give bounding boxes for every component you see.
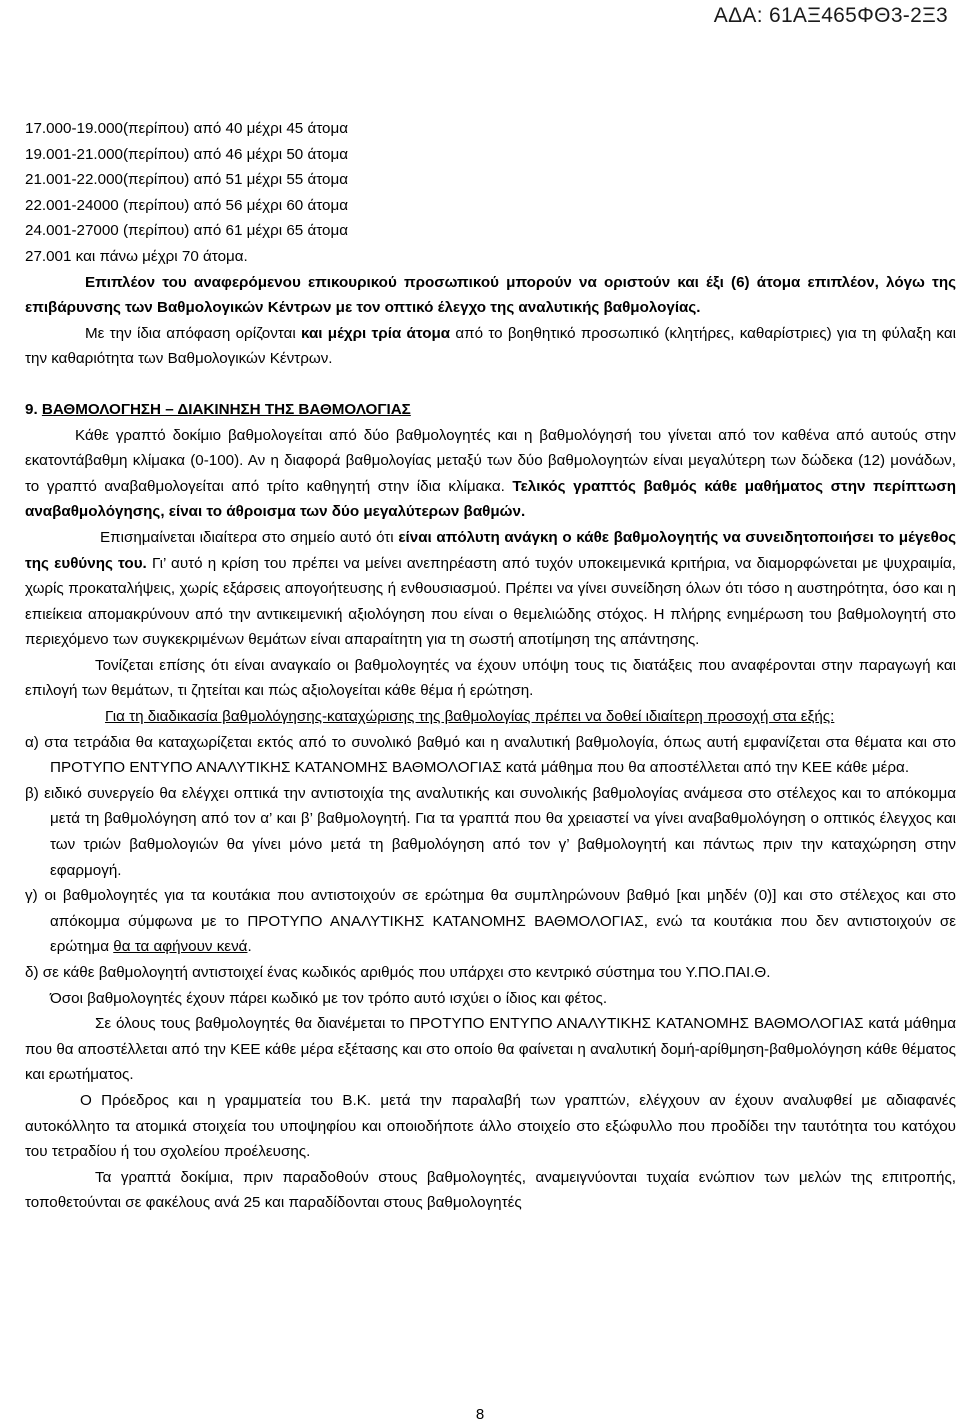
range-item: 19.001-21.000(περίπου) από 46 μέχρι 50 άτομα bbox=[25, 145, 348, 163]
range-item: 24.001-27000 (περίπου) από 61 μέχρι 65 άτομα bbox=[25, 222, 348, 240]
list-item-d-note: Όσοι βαθμολογητές έχουν πάρει κωδικό με τον τρόπο αυτό ισχύει ο ίδιος και φέτος. bbox=[50, 989, 608, 1007]
papers-paragraph: Τα γραπτά δοκίμια, πριν παραδοθούν στους βαθμολογητές, αναμειγνύονται τυχαία ενώπιον των μελών της επιτροπής, τοποθετούνται σε φακέλους ανά 25 και παραδίδονται στους βαθμολογητές bbox=[25, 1168, 956, 1212]
section-heading bbox=[25, 397, 956, 423]
page-number: 8 bbox=[475, 1406, 485, 1423]
item-c-underlined: θα τα αφήνουν κενά bbox=[113, 938, 248, 956]
range-item: 22.001-24000 (περίπου) από 56 μέχρι 60 άτομα bbox=[25, 196, 348, 214]
emphasis-paragraph bbox=[25, 525, 956, 653]
list-item-b: β) ειδικό συνεργείο θα ελέγχει οπτικά την αντιστοιχία της αναλυτικής και συνολικής βαθμολογίας ανάμεσα στο στέλεχος και το απόκομμα μετά τη βαθμολόγηση από τον α’ και β’ βαθμολογητή. Για τα γραπτά που θα χρειαστεί να γίνει αναβαθμολόγηση ο οπτικός έλεγχος και των τριών βαθμολογιών θα γίνει μόνο μετά τη βαθμολόγηση από τον γ’ βαθμολογητή και πάντως πριν την καταχώρηση στην εφαρμογή. bbox=[25, 784, 956, 879]
extra-staff-paragraph bbox=[25, 270, 956, 321]
item-c-end: . bbox=[247, 938, 252, 956]
aux-text-bold: και μέχρι τρία άτομα bbox=[301, 324, 451, 342]
range-item: 27.001 και πάνω μέχρι 70 άτομα. bbox=[25, 247, 248, 265]
list-item-d: δ) σε κάθε βαθμολογητή αντιστοιχεί ένας κωδικός αριθμός που υπάρχει στο κεντρικό σύστημα του Υ.ΠΟ.ΠΑΙ.Θ. bbox=[25, 964, 771, 981]
document-body bbox=[25, 116, 956, 1216]
section-number: 9. bbox=[25, 400, 42, 418]
president-paragraph: Ο Πρόεδρος και η γραμματεία του Β.Κ. μετά την παραλαβή των γραπτών, ελέγχουν αν έχουν αναλυφθεί με αδιαφανές αυτοκόλλητο τα ατομικά στοιχεία του υποψηφίου και οποιοδήποτε άλλο στοιχείο στο εξώφυλλο που προδίδει την ταυτότητα του κατόχου του τετραδίου ή του σχολείου προέλευσης. bbox=[25, 1091, 956, 1161]
aux-text-start: Με την ίδια απόφαση ορίζονται bbox=[85, 324, 301, 342]
range-list bbox=[25, 116, 956, 270]
extra-staff-text: Επιπλέον του αναφερόμενου επικουρικού προσωπικού μπορούν να οριστούν και έξι (6) άτομα επιπλέον, λόγω της επιβάρυνσης των Βαθμολογικών Κέντρων με τον οπτικό έλεγχο της αναλυτικής βαθμολογίας. bbox=[25, 273, 956, 317]
list-item-c bbox=[25, 883, 956, 960]
emphasis-text-start: Επισημαίνεται ιδιαίτερα στο σημείο αυτό ότι bbox=[100, 528, 399, 546]
auxiliary-staff-paragraph bbox=[25, 321, 956, 372]
spacer bbox=[25, 372, 956, 397]
attention-paragraph: Τονίζεται επίσης ότι είναι αναγκαίο οι βαθμολογητές να έχουν υπόψη τους τις διατάξεις που αναφέρονται στην παραγωγή και επιλογή των θεμάτων, τι ζητείται και πώς αξιολογείται κάθε θέμα ή ερώτηση. bbox=[25, 656, 956, 700]
range-item: 17.000-19.000(περίπου) από 40 μέχρι 45 άτομα bbox=[25, 120, 348, 137]
procedure-paragraph bbox=[25, 704, 956, 730]
emphasis-text-bold: είναι απόλυτη ανάγκη ο κάθε βαθμολογητής να συνειδητοποιήσει το μέγεθος της ευθύνης του. bbox=[25, 528, 956, 572]
forms-paragraph: Σε όλους τους βαθμολογητές θα διανέμεται το ΠΡΟΤΥΠΟ ΕΝΤΥΠΟ ΑΝΑΛΥΤΙΚΗΣ ΚΑΤΑΝΟΜΗΣ ΒΑΘΜΟΛΟΓΙΑΣ κατά μάθημα που θα αποστέλλεται από την ΚΕΕ κάθε μέρα εξέτασης και στο οποίο θα φαίνεται η αναλυτική δομή-αρίθμηση-βαθμολόγηση κάθε θέματος και ερωτήματος. bbox=[25, 1015, 956, 1084]
grading-text-bold: Τελικός γραπτός βαθμός κάθε μαθήματος στην περίπτωση αναβαθμολόγησης, είναι το άθροισμα των δύο μεγαλύτερων βαθμών. bbox=[25, 477, 956, 521]
item-c-text: γ) οι βαθμολογητές για τα κουτάκια που αντιστοιχούν σε ερώτημα θα συμπληρώνουν βαθμό [και μηδέν (0)] και στο στέλεχος και στο απόκομμα σύμφωνα με το ΠΡΟΤΥΠΟ ΑΝΑΛΥΤΙΚΗΣ ΚΑΤΑΝΟΜΗΣ ΒΑΘΜΟΛΟΓΙΑΣ, ενώ τα κουτάκια που δεν αντιστοιχούν σε ερώτημα bbox=[25, 887, 956, 956]
aux-text-end: από το βοηθητικό προσωπικό (κλητήρες, καθαρίστριες) για τη φύλαξη και την καθαριότητα των Βαθμολογικών Κέντρων. bbox=[25, 324, 956, 368]
grading-paragraph bbox=[25, 423, 956, 525]
grading-text: Κάθε γραπτό δοκίμιο βαθμολογείται από δύο βαθμολογητές και η βαθμολόγησή του γίνεται από τον καθένα από αυτούς στην εκατοντάβαθμη κλίμακα (0-100). Αν η διαφορά βαθμολογίας μεταξύ των δύο βαθμολογητών είναι μεγαλύτερη των δώδεκα (12) μονάδων, το γραπτό αναβαθμολογείται από τρίτο καθηγητή στην ίδια κλίμακα. bbox=[25, 426, 956, 495]
range-item: 21.001-22.000(περίπου) από 51 μέχρι 55 άτομα bbox=[25, 171, 348, 189]
emphasis-text-end: Γι’ αυτό η κρίση του πρέπει να μείνει ανεπηρέαστη από τυχόν υποκειμενικά κριτήρια, να διαμορφώνεται με ψυχραιμία, χωρίς προκαταλήψεις, χωρίς εξάρσεις απογοήτευσης ή ενθουσιασμού. Πρέπει να γίνει συνείδηση όλων ότι τόσο η αυστηρότητα, όσο και η επιείκεια απομακρύνουν από την αντικειμενική αξιολόγηση που είναι ο θεμελιώδης στόχος. Η πλήρης ενημέρωση του βαθμολογητή στο περιεχόμενο των συγκεκριμένων θεμάτων είναι απαραίτητη για τη σωστή αποτίμηση της απάντησης. bbox=[25, 554, 957, 649]
section-title: ΒΑΘΜΟΛΟΓΗΣΗ – ΔΙΑΚΙΝΗΣΗ ΤΗΣ ΒΑΘΜΟΛΟΓΙΑΣ bbox=[41, 400, 411, 418]
list-item-a: α) στα τετράδια θα καταχωρίζεται εκτός από το συνολικό βαθμό και η αναλυτική βαθμολογία, όπως αυτή εμφανίζεται στα θέματα και στο ΠΡΟΤΥΠΟ ΕΝΤΥΠΟ ΑΝΑΛΥΤΙΚΗΣ ΚΑΤΑΝΟΜΗΣ ΒΑΘΜΟΛΟΓΙΑΣ κατά μάθημα που θα αποστέλλεται από την ΚΕΕ κάθε μέρα. bbox=[25, 733, 956, 777]
procedure-text: Για τη διαδικασία βαθμολόγησης-καταχώρισης της βαθμολογίας πρέπει να δοθεί ιδιαίτερη προσοχή στα εξής: bbox=[105, 708, 835, 726]
ada-header: ΑΔΑ: 61ΑΞ465ΦΘ3-2Ξ3 bbox=[713, 4, 948, 27]
